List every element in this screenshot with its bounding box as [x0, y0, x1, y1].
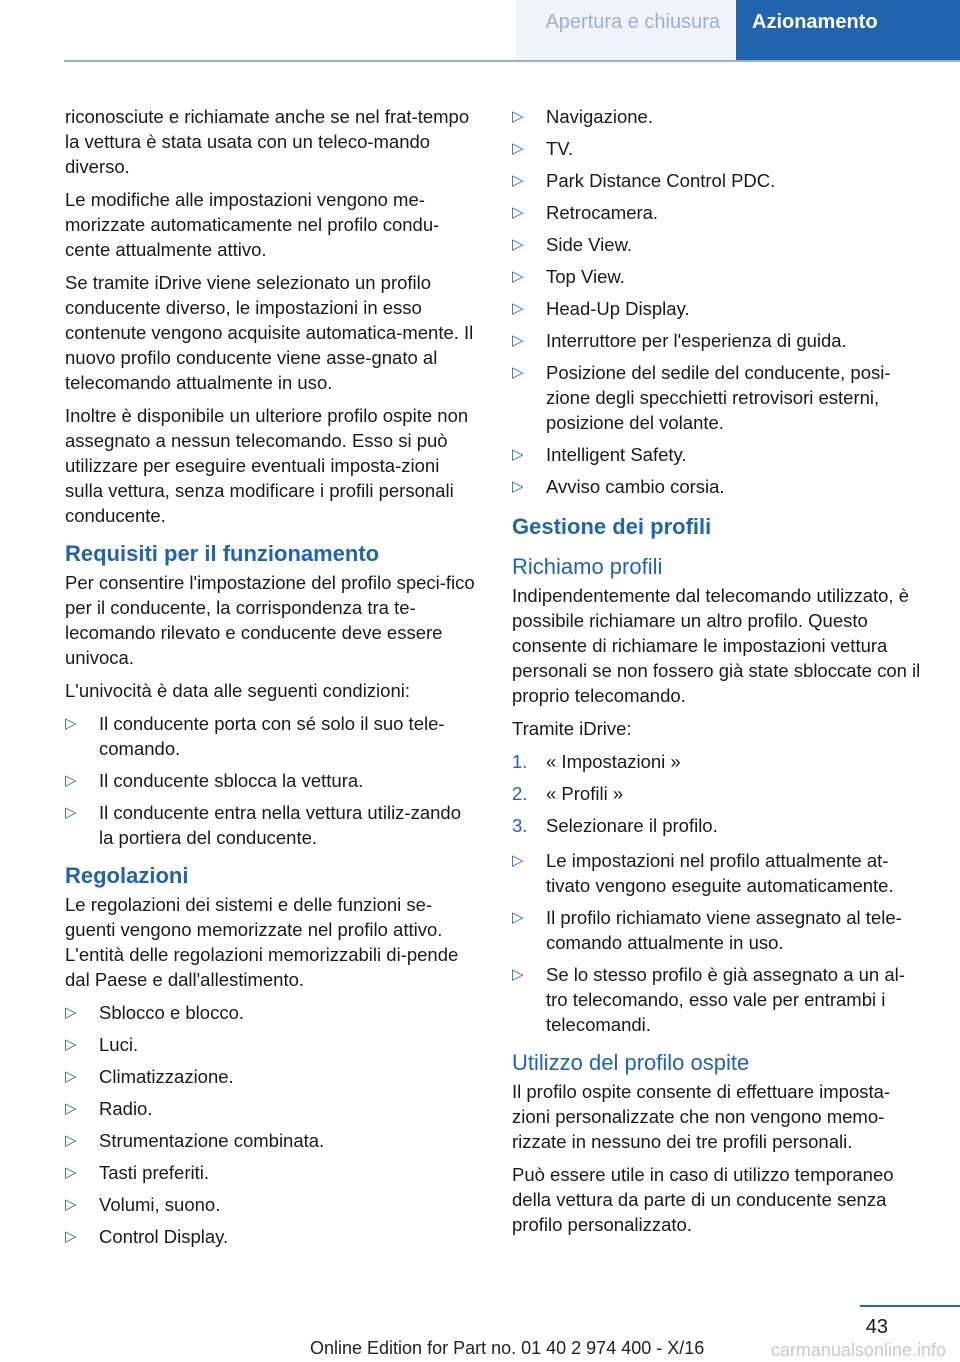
step-item: 1. « Impostazioni » — [512, 751, 681, 772]
subheading-richiamo: Richiamo profili — [512, 554, 663, 579]
section-heading-requisiti: Requisiti per il funzionamento — [65, 541, 380, 566]
triangle-right-icon: ▷ — [65, 804, 77, 821]
list-item: ▷ Retrocamera. — [512, 202, 659, 223]
step-item: 3. Selezionare il profilo. — [512, 815, 718, 836]
triangle-right-icon: ▷ — [65, 1132, 77, 1149]
step-item: 2. « Profili » — [512, 783, 624, 804]
triangle-right-icon: ▷ — [512, 300, 524, 317]
list-item: ▷ Le impostazioni nel profilo attualmente at-tivato vengono eseguite automaticamente. — [512, 850, 894, 896]
triangle-right-icon: ▷ — [512, 140, 524, 157]
list-item: ▷ Intelligent Safety. — [512, 444, 687, 465]
triangle-right-icon: ▷ — [65, 772, 77, 789]
list-item: ▷ Strumentazione combinata. — [65, 1130, 325, 1151]
paragraph: Il profilo ospite consente di effettuare imposta-zioni personalizzate che non vengono memo-rizzate in nessuno dei tre profili personali. — [512, 1081, 891, 1152]
paragraph: riconosciute e richiamate anche se nel frat-tempo la vettura è stata usata con un teleco-mando diverso. — [65, 106, 470, 177]
triangle-right-icon: ▷ — [512, 204, 524, 221]
step-number: 1. — [512, 751, 528, 772]
list-item: ▷ Luci. — [65, 1034, 139, 1055]
paragraph: Tramite iDrive: — [512, 718, 632, 739]
triangle-right-icon: ▷ — [512, 172, 524, 189]
triangle-right-icon: ▷ — [512, 108, 524, 125]
paragraph: Può essere utile in caso di utilizzo temporaneo della vettura da parte di un conducente senza profilo personalizzato. — [512, 1164, 894, 1235]
list-item: ▷ Il conducente porta con sé solo il suo tele-comando. — [65, 713, 445, 759]
footer-rule — [860, 1305, 960, 1307]
paragraph: L'univocità è data alle seguenti condizioni: — [65, 680, 410, 701]
triangle-right-icon: ▷ — [65, 1196, 77, 1213]
triangle-right-icon: ▷ — [512, 268, 524, 285]
list-item: ▷ Control Display. — [65, 1226, 229, 1247]
triangle-right-icon: ▷ — [512, 236, 524, 253]
list-item: ▷ Avviso cambio corsia. — [512, 476, 725, 497]
step-number: 2. — [512, 783, 528, 804]
triangle-right-icon: ▷ — [65, 1164, 77, 1181]
list-item: ▷ Posizione del sedile del conducente, posi-zione degli specchietti retrovisori esterni, posizione del volante. — [512, 362, 891, 433]
paragraph: Se tramite iDrive viene selezionato un profilo conducente diverso, le impostazioni in esso contenute vengono acquisite automatica-mente. Il nuovo profilo conducente viene asse-gnato al telecomando attualmente in uso. — [65, 272, 474, 393]
steps-list — [512, 749, 926, 838]
edition-footer: Online Edition for Part no. 01 40 2 974 400 - X/16 — [310, 1338, 705, 1358]
page-number: 43 — [865, 1316, 888, 1338]
triangle-right-icon: ▷ — [65, 1068, 77, 1085]
right-column — [512, 104, 926, 1245]
section-tab[interactable]: Apertura e chiusura — [516, 0, 736, 60]
list-item: ▷ Sblocco e blocco. — [65, 1002, 245, 1023]
list-item: ▷ Volumi, suono. — [65, 1194, 221, 1215]
list-item: ▷ Il profilo richiamato viene assegnato al tele-comando attualmente in uso. — [512, 907, 902, 953]
triangle-right-icon: ▷ — [512, 909, 524, 926]
paragraph: Le modifiche alle impostazioni vengono me-morizzate automaticamente nel profilo condu-cente attualmente attivo. — [65, 189, 440, 260]
triangle-right-icon: ▷ — [65, 1100, 77, 1117]
list-item: ▷ Navigazione. — [512, 106, 653, 127]
regolazioni-list-continued — [512, 104, 926, 499]
requisiti-list — [65, 711, 479, 850]
triangle-right-icon: ▷ — [65, 715, 77, 732]
list-item: ▷ Il conducente sblocca la vettura. — [65, 770, 364, 791]
section-heading-gestione: Gestione dei profili — [512, 514, 712, 539]
paragraph: Indipendentemente dal telecomando utilizzato, è possibile richiamare un altro profilo. Questo consente di richiamare le impostazioni vettura personali se non fossero già state sbloccate con il proprio telecomando. — [512, 585, 921, 706]
list-item: ▷ Climatizzazione. — [65, 1066, 234, 1087]
step-number: 3. — [512, 815, 528, 836]
list-item: ▷ Interruttore per l'esperienza di guida. — [512, 330, 847, 351]
header-rule — [64, 60, 960, 62]
triangle-right-icon: ▷ — [65, 1228, 77, 1245]
triangle-right-icon: ▷ — [512, 966, 524, 983]
paragraph: Per consentire l'impostazione del profilo speci-fico per il conducente, la corrispondenza tra te-lecomando rilevato e conducente deve essere univoca. — [65, 572, 475, 668]
triangle-right-icon: ▷ — [65, 1036, 77, 1053]
section-heading-regolazioni: Regolazioni — [65, 863, 189, 888]
page-header — [0, 0, 960, 62]
triangle-right-icon: ▷ — [512, 852, 524, 869]
regolazioni-list — [65, 1000, 479, 1249]
chapter-tab[interactable]: Azionamento — [736, 0, 960, 60]
list-item: ▷ Park Distance Control PDC. — [512, 170, 776, 191]
list-item: ▷ Top View. — [512, 266, 625, 287]
subheading-ospite: Utilizzo del profilo ospite — [512, 1050, 750, 1075]
list-item: ▷ Side View. — [512, 234, 633, 255]
richiamo-notes — [512, 848, 926, 1037]
list-item: ▷ Head-Up Display. — [512, 298, 690, 319]
paragraph: Le regolazioni dei sistemi e delle funzioni se-guenti vengono memorizzate nel profilo attivo. L'entità delle regolazioni memorizzabili di-pende dal Paese e dall'allestimento. — [65, 894, 459, 990]
triangle-right-icon: ▷ — [512, 364, 524, 381]
list-item: ▷ TV. — [512, 138, 574, 159]
paragraph: Inoltre è disponibile un ulteriore profilo ospite non assegnato a nessun telecomando. Esso si può utilizzare per eseguire eventuali imposta-zioni sulla vettura, senza modificare i profili personali conducente. — [65, 405, 469, 526]
watermark: carmanualsonline.info — [770, 1340, 946, 1360]
list-item: ▷ Radio. — [65, 1098, 153, 1119]
left-column — [65, 104, 479, 1259]
triangle-right-icon: ▷ — [65, 1004, 77, 1021]
triangle-right-icon: ▷ — [512, 332, 524, 349]
list-item: ▷ Il conducente entra nella vettura utiliz-zando la portiera del conducente. — [65, 802, 461, 848]
list-item: ▷ Se lo stesso profilo è già assegnato a un al-tro telecomando, esso vale per entrambi i telecomandi. — [512, 964, 905, 1035]
triangle-right-icon: ▷ — [512, 478, 524, 495]
triangle-right-icon: ▷ — [512, 446, 524, 463]
list-item: ▷ Tasti preferiti. — [65, 1162, 210, 1183]
